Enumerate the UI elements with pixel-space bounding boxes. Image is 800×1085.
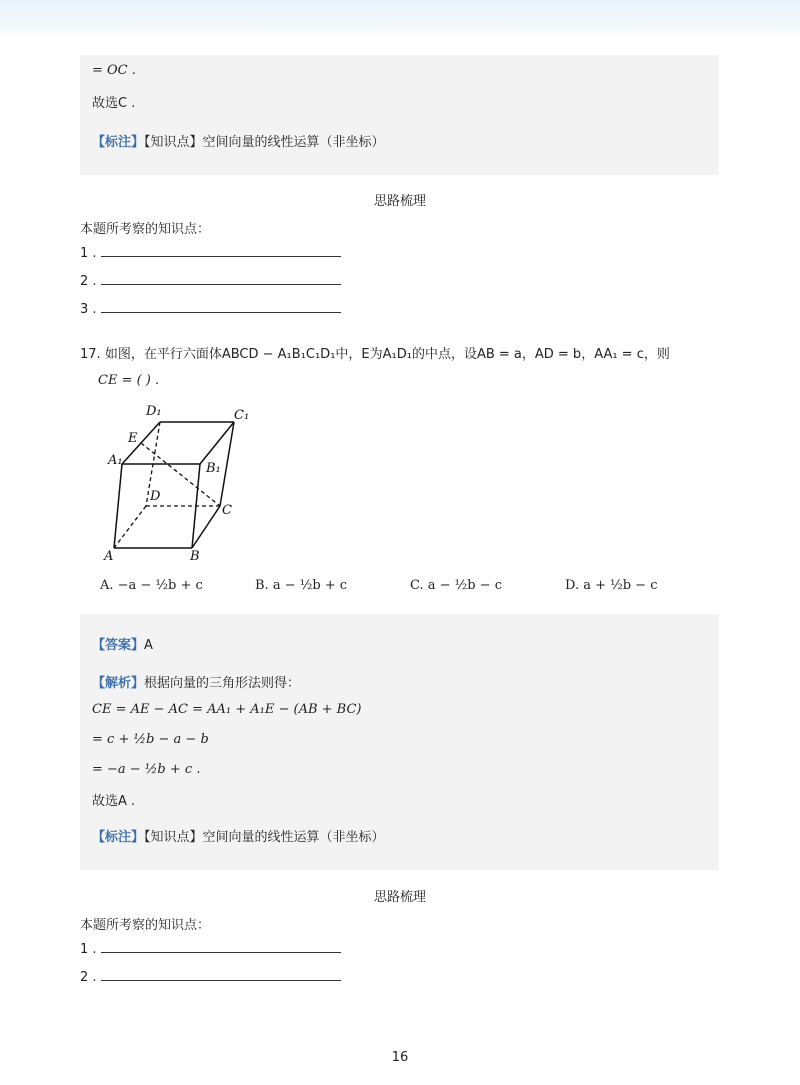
blank-field[interactable] <box>101 274 341 285</box>
blank-field[interactable] <box>101 246 341 257</box>
analysis-line <box>92 672 300 691</box>
blank-line-item <box>80 274 341 289</box>
analysis-tag: 【解析】 <box>92 676 145 691</box>
blank-line-item <box>80 302 341 317</box>
option-d[interactable]: D. a + ½b − c <box>565 578 658 593</box>
equation-line-1: CE = AE − AC = AA₁ + A₁E − (AB + BC) <box>92 702 362 717</box>
label-c1: C₁ <box>234 408 250 423</box>
item-number: 2 . <box>80 970 97 985</box>
blank-field[interactable] <box>101 302 341 313</box>
analysis-text: 根据向量的三角形法则得： <box>144 676 301 691</box>
edge-cc1 <box>220 422 234 506</box>
equation-line-3: = −a − ½b + c . <box>92 762 201 777</box>
note-text: 【知识点】空间向量的线性运算（非坐标） <box>144 135 385 150</box>
question-stem: 如图，在平行六面体ABCD − A₁B₁C₁D₁中，E为A₁D₁的中点，设AB = a，AD = b，AA₁ = c，则 <box>104 347 670 362</box>
note-text: 【知识点】空间向量的线性运算（非坐标） <box>144 830 385 845</box>
question-stem-line1 <box>80 343 670 362</box>
blank-line-item <box>80 942 341 957</box>
note-line <box>92 131 385 150</box>
header-band <box>0 0 800 40</box>
equation-line: = OC . <box>92 63 136 78</box>
blank-line-item <box>80 246 341 261</box>
option-a[interactable]: A. −a − ½b + c <box>100 578 203 593</box>
edge-aa1 <box>114 464 122 548</box>
edge-ad-hidden <box>114 506 146 548</box>
solution-box-previous <box>80 55 719 175</box>
review-intro: 本题所考察的知识点： <box>80 918 211 933</box>
review-heading: 思路梳理 <box>373 194 426 209</box>
edge-bc <box>192 506 220 548</box>
review-heading: 思路梳理 <box>373 890 426 905</box>
option-b[interactable]: B. a − ½b + c <box>255 578 348 593</box>
label-c: C <box>222 503 232 518</box>
question-stem-line2: CE = ( ) . <box>98 373 160 388</box>
label-b: B <box>190 549 200 564</box>
label-d: D <box>150 489 161 504</box>
label-d1: D₁ <box>146 404 162 419</box>
answer-tag: 【答案】 <box>92 638 145 653</box>
page-number: 16 <box>391 1050 409 1065</box>
option-c[interactable]: C. a − ½b − c <box>410 578 503 593</box>
blank-line-item <box>80 970 341 985</box>
blank-field[interactable] <box>101 942 341 953</box>
label-a: A <box>104 549 114 564</box>
equation-line-2: = c + ½b − a − b <box>92 732 209 747</box>
item-number: 2 . <box>80 274 97 289</box>
edge-c1b1 <box>200 422 234 464</box>
answer-box <box>80 614 719 870</box>
note-line <box>92 826 385 845</box>
blank-field[interactable] <box>101 970 341 981</box>
review-intro: 本题所考察的知识点： <box>80 222 211 237</box>
item-number: 1 . <box>80 246 97 261</box>
label-b1: B₁ <box>206 461 221 476</box>
answer-value: A <box>144 638 153 653</box>
label-a1: A₁ <box>108 453 123 468</box>
item-number: 3 . <box>80 302 97 317</box>
note-tag: 【标注】 <box>92 830 145 845</box>
answer-line <box>92 634 153 653</box>
label-e: E <box>128 431 138 446</box>
question-number: 17. <box>80 347 101 362</box>
conclusion-text: 故选C . <box>92 96 136 111</box>
note-tag: 【标注】 <box>92 135 145 150</box>
parallelepiped-figure <box>100 398 260 568</box>
conclusion-text: 故选A . <box>92 794 136 809</box>
item-number: 1 . <box>80 942 97 957</box>
